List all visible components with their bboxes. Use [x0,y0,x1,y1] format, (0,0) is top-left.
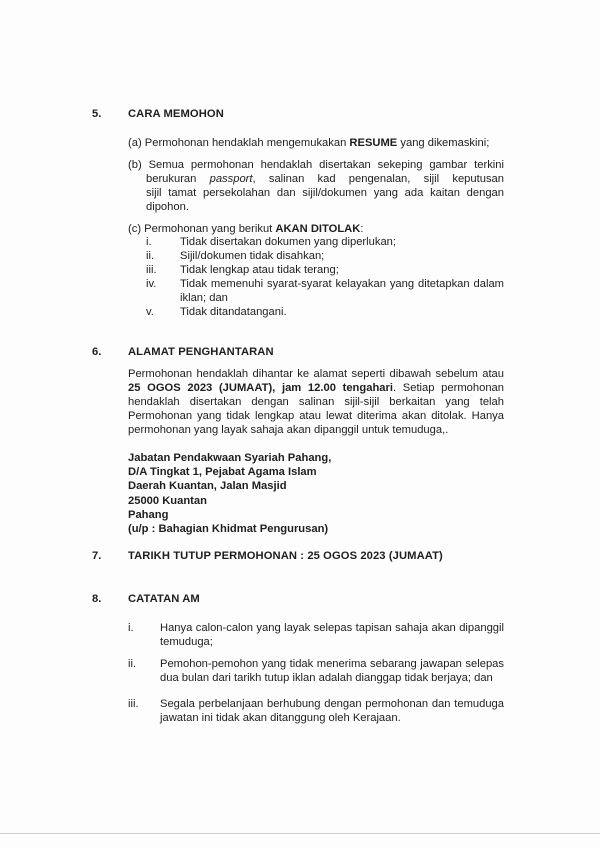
section-6-number: 6. [92,346,102,358]
section-5-item-a [128,136,489,150]
section-7-title: TARIKH TUTUP PERMOHONAN : 25 OGOS 2023 (JUMAAT) [128,550,443,562]
note-marker: i. [128,622,134,634]
address-line: D/A Tingkat 1, Pejabat Agama Islam [128,466,317,479]
note-text-continued: temuduga; [160,636,213,648]
section-5-item-b-line4: dipohon. [146,201,189,213]
item-c-suffix: : [360,223,364,235]
note-text-continued: dua bulan dari tarikh tutup iklan adalah dianggap tidak berjaya; dan [160,672,493,684]
address-line: Daerah Kuantan, Jalan Masjid [128,480,287,493]
address-line: Pahang [128,508,169,521]
item-a-text: (a) Permohonan hendaklah mengemukakan [128,137,350,149]
section-5-item-b-line2 [146,172,504,186]
note-text: Hanya calon-calon yang layak selepas tapisan sahaja akan dipanggil [160,622,504,634]
section-6-line2-post: . Setiap permohonan [392,382,504,394]
address-line: (u/p : Bahagian Khidmat Pengurusan) [128,523,329,536]
mailing-address [128,451,331,536]
note-text: Segala perbelanjaan berhubung dengan permohonan dan temuduga [160,698,504,710]
section-6-line1: Permohonan hendaklah dihantar ke alamat seperti dibawah sebelum atau [128,368,504,380]
reason-marker: ii. [146,250,155,262]
section-5-number: 5. [92,108,102,120]
item-c-bold: AKAN DITOLAK [275,223,361,235]
reason-marker: i. [146,236,152,248]
item-a-bold: RESUME [349,137,398,149]
section-8-number: 8. [92,593,102,605]
reason-text: Sijil/dokumen tidak disahkan; [180,250,325,262]
address-line: Jabatan Pendakwaan Syariah Pahang, [128,452,332,464]
page-bottom-rule [0,833,600,834]
item-a-suffix: yang dikemaskini; [397,137,490,149]
note-text-continued: jawatan ini tidak akan ditanggung oleh Kerajaan. [160,712,401,724]
item-c-text: (c) Permohonan yang berikut [128,223,276,235]
section-6-line4: Permohonan yang tidak lengkap atau lewat diterima akan ditolak. Hanya [128,410,504,422]
item-b-line2-pre: berukuran [146,173,210,185]
note-text: Pemohon-pemohon yang tidak menerima sebarang jawapan selepas [160,658,504,670]
reason-marker: v. [146,306,154,318]
section-6-line3: hendaklah disertakan dengan salinan sijil-sijil berkaitan yang telah [128,396,504,408]
note-marker: iii. [128,698,139,710]
reason-text: Tidak lengkap atau tidak terang; [180,264,339,276]
reason-marker: iii. [146,264,157,276]
section-5-item-b-line3: sijil tamat persekolahan dan sijil/dokumen yang ada kaitan dengan [146,187,504,199]
deadline-bold: 25 OGOS 2023 (JUMAAT), jam 12.00 tengahari [128,382,393,394]
address-line: 25000 Kuantan [128,494,207,507]
reason-marker: iv. [146,278,157,290]
item-b-line2-italic: passport [209,173,253,185]
section-6-title: ALAMAT PENGHANTARAN [128,346,274,358]
item-b-line2-post: , salinan kad pengenalan, sijil keputusan [252,173,504,185]
reason-text: Tidak ditandatangani. [180,306,287,318]
section-5-title: CARA MEMOHON [128,108,224,120]
note-marker: ii. [128,658,137,670]
section-8-title: CATATAN AM [128,593,200,605]
section-5-item-b-line1: (b) Semua permohonan hendaklah disertakan sekeping gambar terkini [128,159,504,171]
reason-text-continued: iklan; dan [180,292,228,304]
section-6-line2 [128,381,504,395]
reason-text: Tidak disertakan dokumen yang diperlukan; [180,236,397,248]
reason-text: Tidak memenuhi syarat-syarat kelayakan yang ditetapkan dalam [180,278,504,290]
section-7-number: 7. [92,550,102,562]
section-6-line5: permohonan yang layak sahaja akan dipanggil untuk temuduga,. [128,424,449,436]
